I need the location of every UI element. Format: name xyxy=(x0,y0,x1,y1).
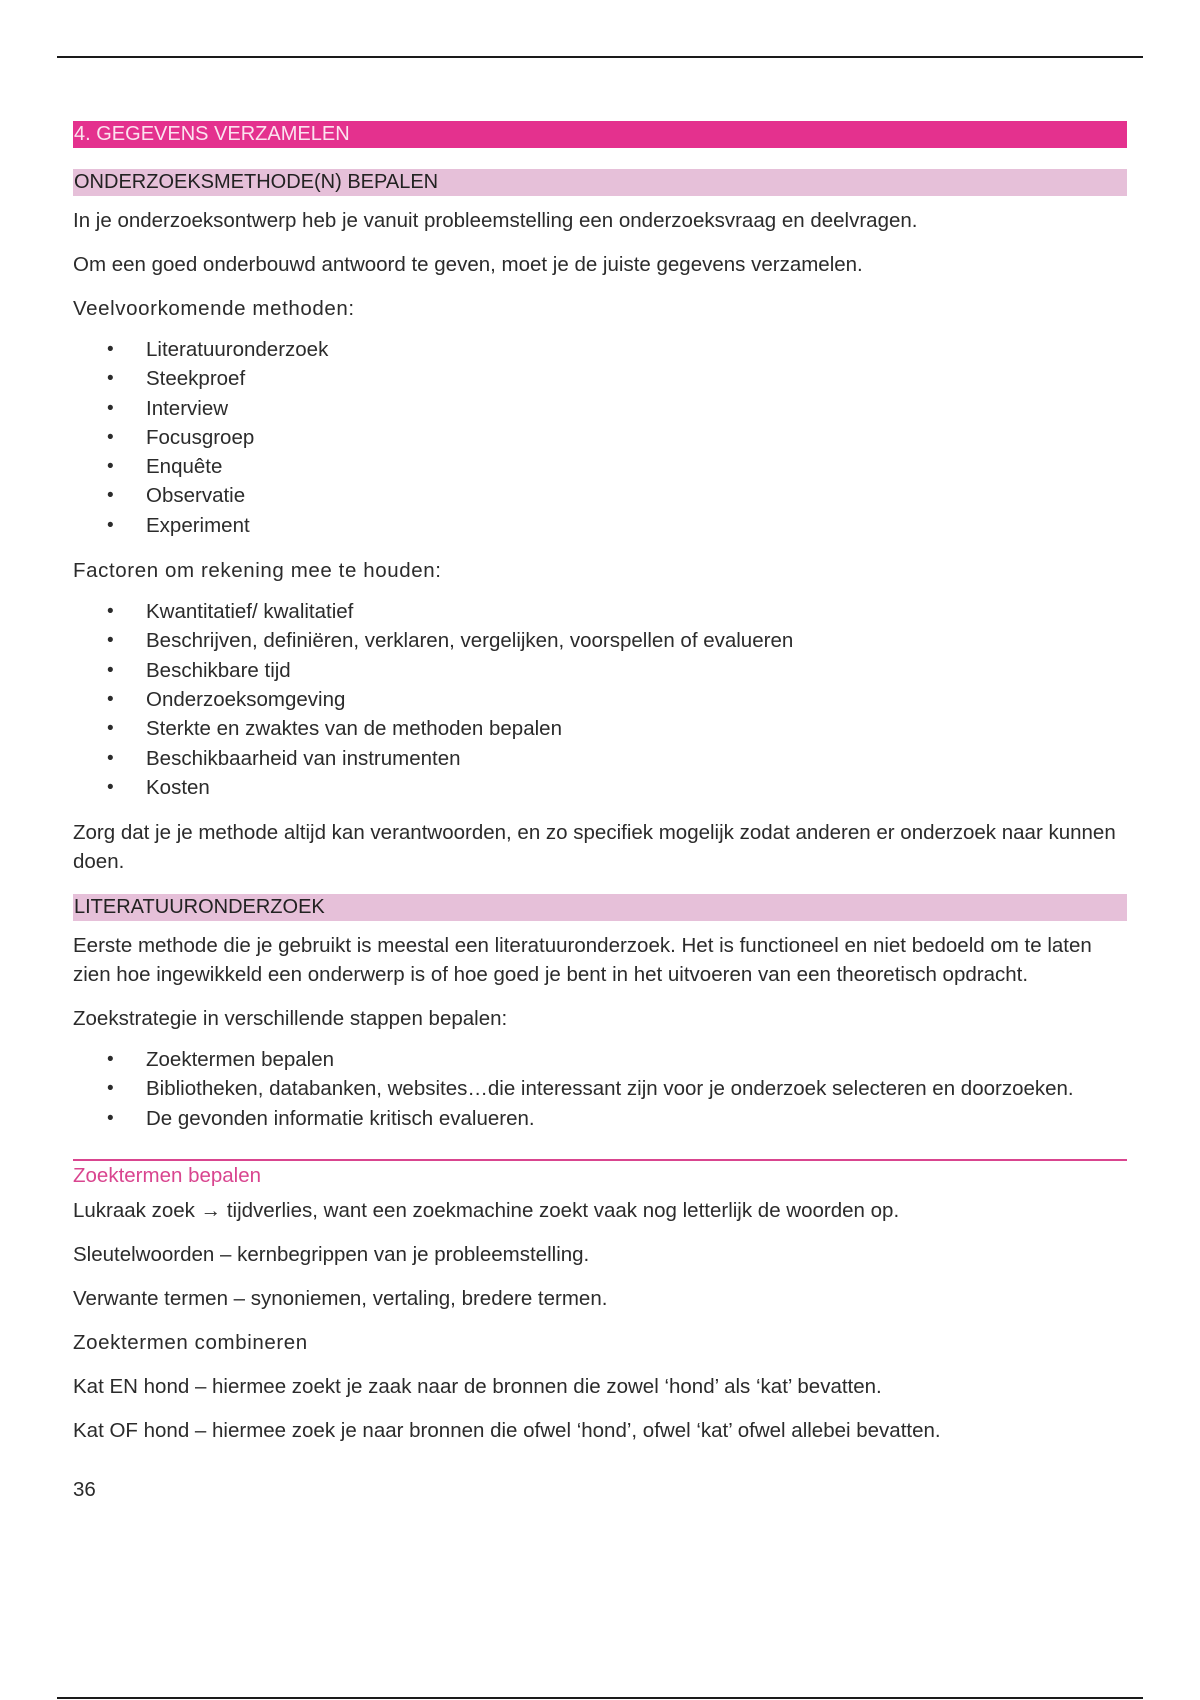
list-item: • Kosten xyxy=(73,773,1127,802)
section-heading: 4. GEGEVENS VERZAMELEN xyxy=(73,121,1127,148)
list-item: • Onderzoeksomgeving xyxy=(73,685,1127,714)
list-item: • Kwantitatief/ kwalitatief xyxy=(73,597,1127,626)
methods-heading: ONDERZOEKSMETHODE(N) BEPALEN xyxy=(73,169,1127,196)
methods-paragraph: Om een goed onderbouwd antwoord te geven, moet je de juiste gegevens verzamelen. xyxy=(73,253,863,276)
list-item: • Sterkte en zwaktes van de methoden bepalen xyxy=(73,714,1127,743)
methods-closing: Zorg dat je je methode altijd kan verantwoorden, en zo specifiek mogelijk zodat anderen er onderzoek naar kunnen doen. xyxy=(73,821,1116,874)
list-item: • Literatuuronderzoek xyxy=(73,335,1127,364)
factors-list xyxy=(73,597,1127,802)
common-methods-list xyxy=(73,335,1127,540)
search-terms-heading: Zoektermen bepalen xyxy=(73,1159,1127,1189)
list-item: • Beschrijven, definiëren, verklaren, vergelijken, voorspellen of evalueren xyxy=(73,626,1127,655)
footer-rule xyxy=(57,1697,1143,1699)
list-item: • Interview xyxy=(73,394,1127,423)
factors-label: Factoren om rekening mee te houden: xyxy=(73,559,442,583)
list-item: • Observatie xyxy=(73,481,1127,510)
list-item: • De gevonden informatie kritisch evalueren. xyxy=(73,1104,1127,1133)
list-item: • Bibliotheken, databanken, websites…die interessant zijn voor je onderzoek selecteren en doorzoeken. xyxy=(73,1074,1127,1103)
list-item: • Enquête xyxy=(73,452,1127,481)
literature-intro: Eerste methode die je gebruikt is meestal een literatuuronderzoek. Het is functioneel en niet bedoeld om te laten zien hoe ingewikkeld een onderwerp is of hoe goed je bent in het uitvoeren van een theoretisch opdracht. xyxy=(73,934,1092,987)
strategy-list xyxy=(73,1045,1127,1133)
combine-line: Kat OF hond – hiermee zoek je naar bronnen die ofwel ‘hond’, ofwel ‘kat’ ofwel allebei bevatten. xyxy=(73,1419,941,1443)
list-item: • Beschikbaarheid van instrumenten xyxy=(73,744,1127,773)
list-item: • Focusgroep xyxy=(73,423,1127,452)
list-item: • Zoektermen bepalen xyxy=(73,1045,1127,1074)
list-item: • Experiment xyxy=(73,511,1127,540)
combine-label: Zoektermen combineren xyxy=(73,1331,308,1355)
page-body xyxy=(73,121,1127,1504)
common-methods-label: Veelvoorkomende methoden: xyxy=(73,297,355,320)
header-rule xyxy=(57,56,1143,58)
strategy-label: Zoekstrategie in verschillende stappen bepalen: xyxy=(73,1007,508,1031)
list-item: • Beschikbare tijd xyxy=(73,656,1127,685)
methods-paragraph: In je onderzoeksontwerp heb je vanuit probleemstelling een onderzoeksvraag en deelvragen. xyxy=(73,209,918,232)
search-terms-line: Lukraak zoek → tijdverlies, want een zoekmachine zoekt vaak nog letterlijk de woorden op. xyxy=(73,1199,900,1223)
page-number: 36 xyxy=(73,1478,96,1502)
search-terms-line: Verwante termen – synoniemen, vertaling, bredere termen. xyxy=(73,1287,608,1311)
combine-line: Kat EN hond – hiermee zoekt je zaak naar de bronnen die zowel ‘hond’ als ‘kat’ bevatten. xyxy=(73,1375,882,1399)
search-terms-line: Sleutelwoorden – kernbegrippen van je probleemstelling. xyxy=(73,1243,590,1267)
literature-heading: LITERATUURONDERZOEK xyxy=(73,894,1127,921)
list-item: • Steekproef xyxy=(73,364,1127,393)
